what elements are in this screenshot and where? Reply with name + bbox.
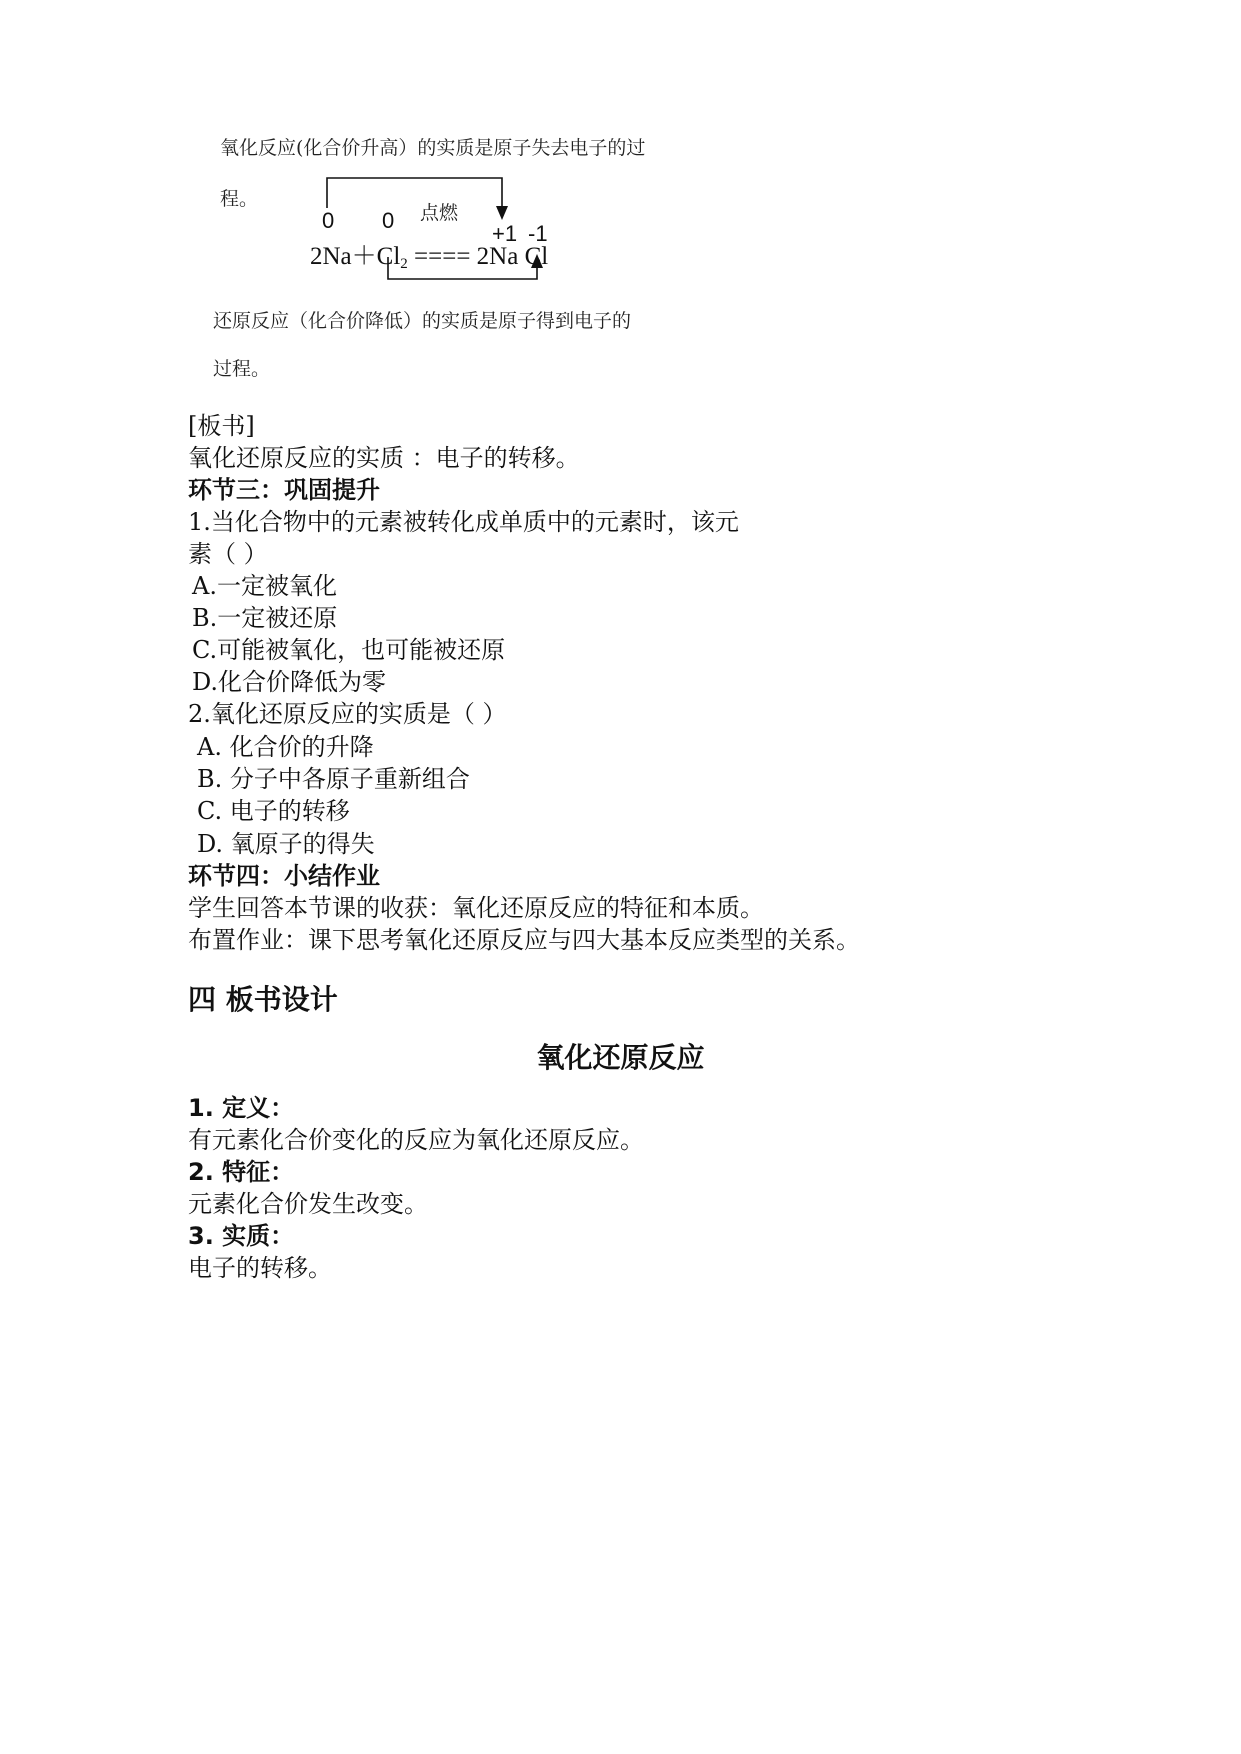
q2-option-a: A. 化合价的升降 [197, 733, 374, 761]
q1-option-c: C.可能被氧化，也可能被还原 [192, 636, 506, 664]
q2-option-b: B. 分子中各原子重新组合 [197, 765, 470, 793]
reduction-text-line2: 过程。 [213, 358, 271, 380]
summary-line: 学生回答本节课的收获：氧化还原反应的特征和本质。 [188, 894, 764, 922]
reaction-condition: 点燃 [420, 202, 459, 224]
ox-state-cl-product: -1 [528, 221, 548, 246]
design-heading: 四 板书设计 [188, 983, 338, 1016]
ox-state-na-reactant: 0 [322, 208, 335, 233]
feature-label: 2. 特征： [188, 1158, 295, 1186]
essence-label: 3. 实质： [188, 1222, 295, 1250]
q2-option-c: C. 电子的转移 [197, 797, 350, 825]
q1-option-a: A.一定被氧化 [192, 572, 337, 600]
reduction-text-line1: 还原反应（化合价降低）的实质是原子得到电子的 [213, 310, 632, 332]
design-title: 氧化还原反应 [536, 1041, 705, 1074]
q2-option-d: D. 氧原子的得失 [197, 830, 375, 858]
electron-transfer-arrows [0, 0, 1241, 300]
oxidation-text-line1: 氧化反应(化合价升高）的实质是原子失去电子的过 [220, 137, 646, 159]
oxidation-text-line2: 程。 [220, 188, 259, 210]
q1-option-b: B.一定被还原 [192, 604, 338, 632]
definition-label: 1. 定义： [188, 1094, 295, 1122]
q1-option-d: D.化合价降低为零 [192, 668, 387, 696]
essence-text: 电子的转移。 [188, 1254, 332, 1282]
homework-line: 布置作业：课下思考氧化还原反应与四大基本反应类型的关系。 [188, 926, 860, 954]
ox-state-cl-reactant: 0 [382, 208, 395, 233]
q1-stem-line2: 素（ ） [188, 540, 268, 568]
section3-heading: 环节三：巩固提升 [188, 476, 380, 504]
board-essence: 氧化还原反应的实质 ：电子的转移。 [188, 444, 580, 472]
q1-stem-line1: 1.当化合物中的元素被转化成单质中的元素时，该元 [188, 508, 739, 536]
feature-text: 元素化合价发生改变。 [188, 1190, 428, 1218]
board-label: [板书] [188, 412, 255, 440]
ox-state-na-product: +1 [492, 221, 518, 246]
definition-text: 有元素化合价变化的反应为氧化还原反应。 [188, 1126, 644, 1154]
chemical-equation: $2Na+Cl_2$ ==== 2Na Cl [310, 243, 549, 272]
section4-heading: 环节四：小结作业 [188, 862, 380, 890]
q2-stem: 2.氧化还原反应的实质是（ ） [188, 700, 507, 728]
